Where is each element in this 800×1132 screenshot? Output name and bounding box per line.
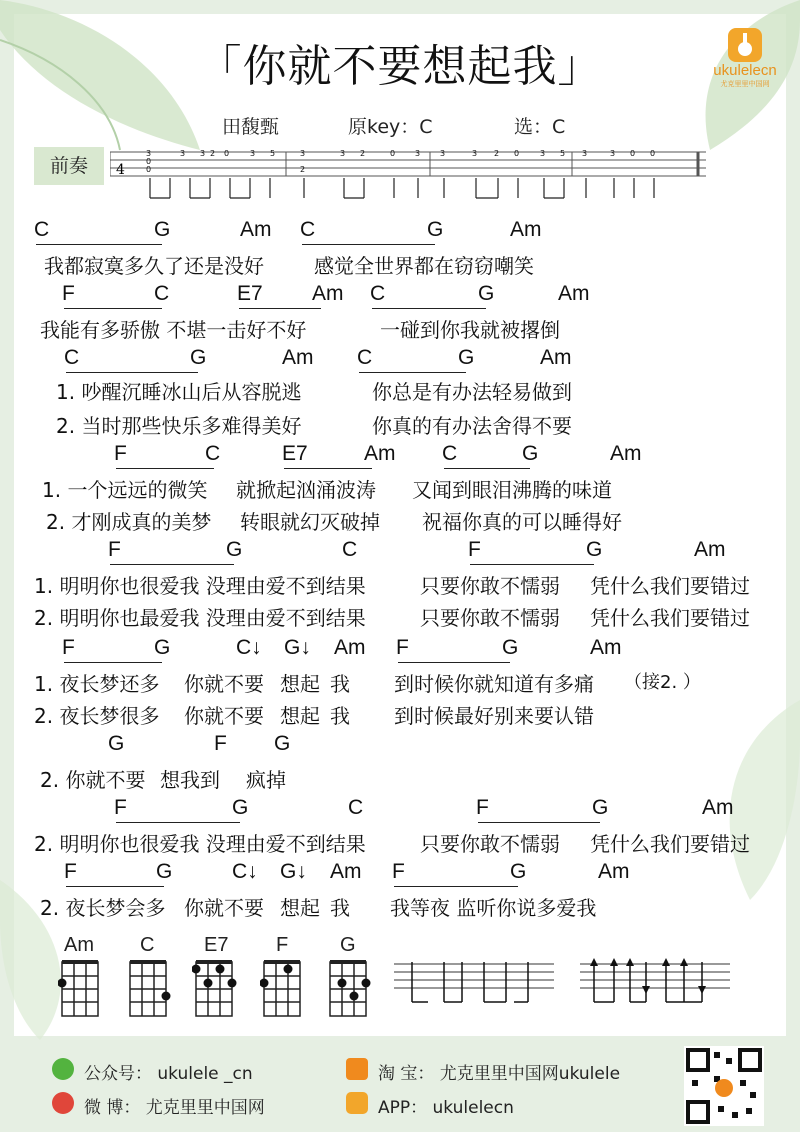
chord: Am (330, 860, 362, 883)
artist: 田馥甄 (222, 116, 280, 138)
svg-text:3: 3 (610, 149, 616, 158)
lyric-line: 感觉全世界都在窃窃嘲笑 (314, 254, 534, 278)
lyric-line: 你总是有办法轻易做到 (372, 380, 572, 404)
app-icon (346, 1092, 368, 1114)
svg-text:2: 2 (360, 149, 366, 158)
chord: G (427, 218, 444, 241)
chord: Am (540, 346, 572, 369)
lyric-line: 凭什么我们要错过 (590, 606, 750, 630)
svg-text:0: 0 (146, 165, 152, 174)
lyric-line: 到时候你就知道有多痛 (394, 672, 594, 696)
lyric-line: 你就不要 (184, 672, 264, 696)
chord-chart-e7 (192, 958, 238, 1020)
lyric-line: 凭什么我们要错过 (590, 574, 750, 598)
rhythm-pattern-2 (580, 956, 730, 1006)
ukulele-logo-icon (728, 28, 762, 62)
chord: F (468, 538, 481, 561)
selected-key: 选：C (514, 116, 566, 138)
chord: G (592, 796, 609, 819)
chord: Am (694, 538, 726, 561)
wechat-icon (52, 1058, 74, 1080)
chord-underline (110, 564, 234, 565)
chord: C↓ (236, 636, 262, 659)
chord: Am (364, 442, 396, 465)
footer (0, 1038, 800, 1132)
chord: F (476, 796, 489, 819)
chord-chart-f (260, 958, 306, 1020)
chord: E7 (282, 442, 308, 465)
lyric-line: 你就不要 (184, 896, 264, 920)
chord-underline (398, 662, 510, 663)
chord: C (442, 442, 458, 465)
chord-underline (64, 662, 162, 663)
chord: G (154, 218, 171, 241)
footer-taobao: 淘 宝： 尤克里里中国网ukulele (378, 1064, 621, 1084)
chord: G (190, 346, 207, 369)
footer-weibo: 微 博： 尤克里里中国网 (84, 1098, 265, 1118)
chord: G (156, 860, 173, 883)
chord: G (226, 538, 243, 561)
chord: E7 (237, 282, 263, 305)
chord: C (154, 282, 170, 305)
chord: F (62, 636, 75, 659)
chord-underline (444, 468, 530, 469)
svg-text:3: 3 (472, 149, 478, 158)
svg-text:3: 3 (180, 149, 186, 158)
lyric-line: 你就不要 (184, 704, 264, 728)
lyric-line: 只要你敢不懦弱 (420, 606, 560, 630)
lyric-line: 想起 (280, 896, 320, 920)
lyric-line: 我 (330, 896, 350, 920)
chord-underline (36, 244, 162, 245)
svg-text:0: 0 (650, 149, 656, 158)
lyric-line: 想起 (280, 672, 320, 696)
chord: G (510, 860, 527, 883)
chord: G↓ (284, 636, 311, 659)
svg-text:3: 3 (415, 149, 421, 158)
ukulelecn-logo (706, 28, 784, 89)
lyric-line: 到时候最好别来要认错 (394, 704, 594, 728)
lyric-line: 2. 你就不要 (40, 768, 146, 792)
chord: Am (334, 636, 366, 659)
weibo-icon (52, 1092, 74, 1114)
chord: C (205, 442, 221, 465)
chord-underline (66, 372, 198, 373)
rhythm-pattern-1 (394, 956, 554, 1006)
chord: Am (610, 442, 642, 465)
svg-text:2: 2 (494, 149, 500, 158)
original-key: 原key：C (348, 116, 433, 138)
chord: G (478, 282, 495, 305)
lyric-line: 我能有多骄傲 不堪一击好不好 (40, 318, 307, 342)
lyric-line: 祝福你真的可以睡得好 (422, 510, 622, 534)
chord: C (34, 218, 50, 241)
chord: Am (312, 282, 344, 305)
chord: G (108, 732, 125, 755)
svg-text:3: 3 (300, 149, 306, 158)
lyric-line: 2. 明明你也很爱我 没理由爱不到结果 (34, 832, 366, 856)
svg-text:0: 0 (146, 157, 152, 166)
lyric-line: 2. 明明你也最爱我 没理由爱不到结果 (34, 606, 366, 630)
chord-chart-g (326, 958, 372, 1020)
lyric-line: 只要你敢不懦弱 (420, 574, 560, 598)
svg-text:3: 3 (582, 149, 588, 158)
chord: C↓ (232, 860, 258, 883)
lyric-line: 我 (330, 672, 350, 696)
chord-underline (284, 468, 372, 469)
chord: G (522, 442, 539, 465)
chord: F (214, 732, 227, 755)
logo-name: ukulelecn (713, 62, 777, 79)
lyric-line: 一碰到你我就被撂倒 (380, 318, 560, 342)
chord-chart-c (126, 958, 172, 1020)
lyric-line: 就掀起汹涌波涛 (236, 478, 376, 502)
svg-text:3: 3 (146, 149, 152, 158)
chord: F (396, 636, 409, 659)
chord: Am (510, 218, 542, 241)
chord: C (64, 346, 80, 369)
intro-label: 前奏 (34, 147, 104, 185)
chord: F (64, 860, 77, 883)
logo-subtitle: 尤克里里中国网 (720, 80, 770, 88)
chord-underline (116, 468, 214, 469)
lyric-line: 1. 一个远远的微笑 (42, 478, 208, 502)
svg-text:5: 5 (270, 149, 276, 158)
chord: F (114, 442, 127, 465)
chord: F (62, 282, 75, 305)
lyric-line: 我等夜 监听你说多爱我 (390, 896, 597, 920)
song-title: 「你就不要想起我」 (197, 41, 603, 92)
lyric-line: 1. 夜长梦还多 (34, 672, 160, 696)
chord-underline (359, 372, 466, 373)
chord-underline (478, 822, 600, 823)
chord: G (458, 346, 475, 369)
footer-wechat: 公众号： ukulele _cn (84, 1064, 253, 1084)
chord: G (274, 732, 291, 755)
chord: F (108, 538, 121, 561)
chord: G (232, 796, 249, 819)
chord: Am (240, 218, 272, 241)
lyric-line: 2. 夜长梦很多 (34, 704, 160, 728)
lyric-note: （接2. ） (624, 672, 701, 693)
lyric-line: 凭什么我们要错过 (590, 832, 750, 856)
chord-chart-label: E7 (204, 934, 229, 956)
lyric-line: 我 (330, 704, 350, 728)
lyric-line: 1. 吵醒沉睡冰山后从容脱逃 (56, 380, 302, 404)
lyric-line: 又闻到眼泪沸腾的味道 (412, 478, 612, 502)
chord: G (502, 636, 519, 659)
svg-text:3: 3 (200, 149, 206, 158)
lyric-line: 2. 当时那些快乐多难得美好 (56, 414, 302, 438)
svg-text:3: 3 (250, 149, 256, 158)
chord: C (348, 796, 364, 819)
chord: C (300, 218, 316, 241)
lyric-line: 你真的有办法舍得不要 (372, 414, 572, 438)
qr-code (684, 1046, 764, 1126)
svg-text:3: 3 (340, 149, 346, 158)
chord: C (342, 538, 358, 561)
svg-text:3: 3 (540, 149, 546, 158)
chord-underline (470, 564, 594, 565)
chord-chart-label: F (276, 934, 289, 956)
svg-text:4: 4 (116, 162, 125, 178)
chord-chart-label: C (140, 934, 155, 956)
lyric-line: 2. 才刚成真的美梦 (46, 510, 212, 534)
footer-app: APP： ukulelecn (378, 1098, 514, 1118)
chord: Am (702, 796, 734, 819)
lyric-line: 我都寂寞多久了还是没好 (44, 254, 264, 278)
svg-text:0: 0 (630, 149, 636, 158)
lyric-line: 只要你敢不懦弱 (420, 832, 560, 856)
svg-text:0: 0 (514, 149, 520, 158)
lyric-line: 疯掉 (246, 768, 286, 792)
chord: Am (590, 636, 622, 659)
chord-underline (64, 308, 162, 309)
lyric-line: 转眼就幻灭破掉 (240, 510, 380, 534)
chord: Am (598, 860, 630, 883)
chord: C (357, 346, 373, 369)
svg-text:3: 3 (440, 149, 446, 158)
chord: G (586, 538, 603, 561)
svg-text:0: 0 (224, 149, 230, 158)
chord: G↓ (280, 860, 307, 883)
chord: F (392, 860, 405, 883)
chord: Am (282, 346, 314, 369)
chord-chart-label: Am (64, 934, 94, 956)
lyric-line: 想我到 (160, 768, 220, 792)
chord: F (114, 796, 127, 819)
svg-text:5: 5 (560, 149, 566, 158)
svg-text:2: 2 (300, 165, 306, 174)
chord-chart-label: G (340, 934, 356, 956)
chord-underline (66, 886, 164, 887)
chord-underline (302, 244, 435, 245)
lyric-line: 想起 (280, 704, 320, 728)
intro-tablature (110, 148, 706, 208)
chord-underline (116, 822, 240, 823)
chord-underline (239, 308, 321, 309)
lyric-line: 1. 明明你也很爱我 没理由爱不到结果 (34, 574, 366, 598)
svg-text:2: 2 (210, 149, 216, 158)
chord-chart-am (58, 958, 104, 1020)
chord: G (154, 636, 171, 659)
svg-text:0: 0 (390, 149, 396, 158)
chord: C (370, 282, 386, 305)
chord: Am (558, 282, 590, 305)
chord-underline (372, 308, 486, 309)
lyric-line: 2. 夜长梦会多 (40, 896, 166, 920)
taobao-icon (346, 1058, 368, 1080)
chord-underline (394, 886, 518, 887)
